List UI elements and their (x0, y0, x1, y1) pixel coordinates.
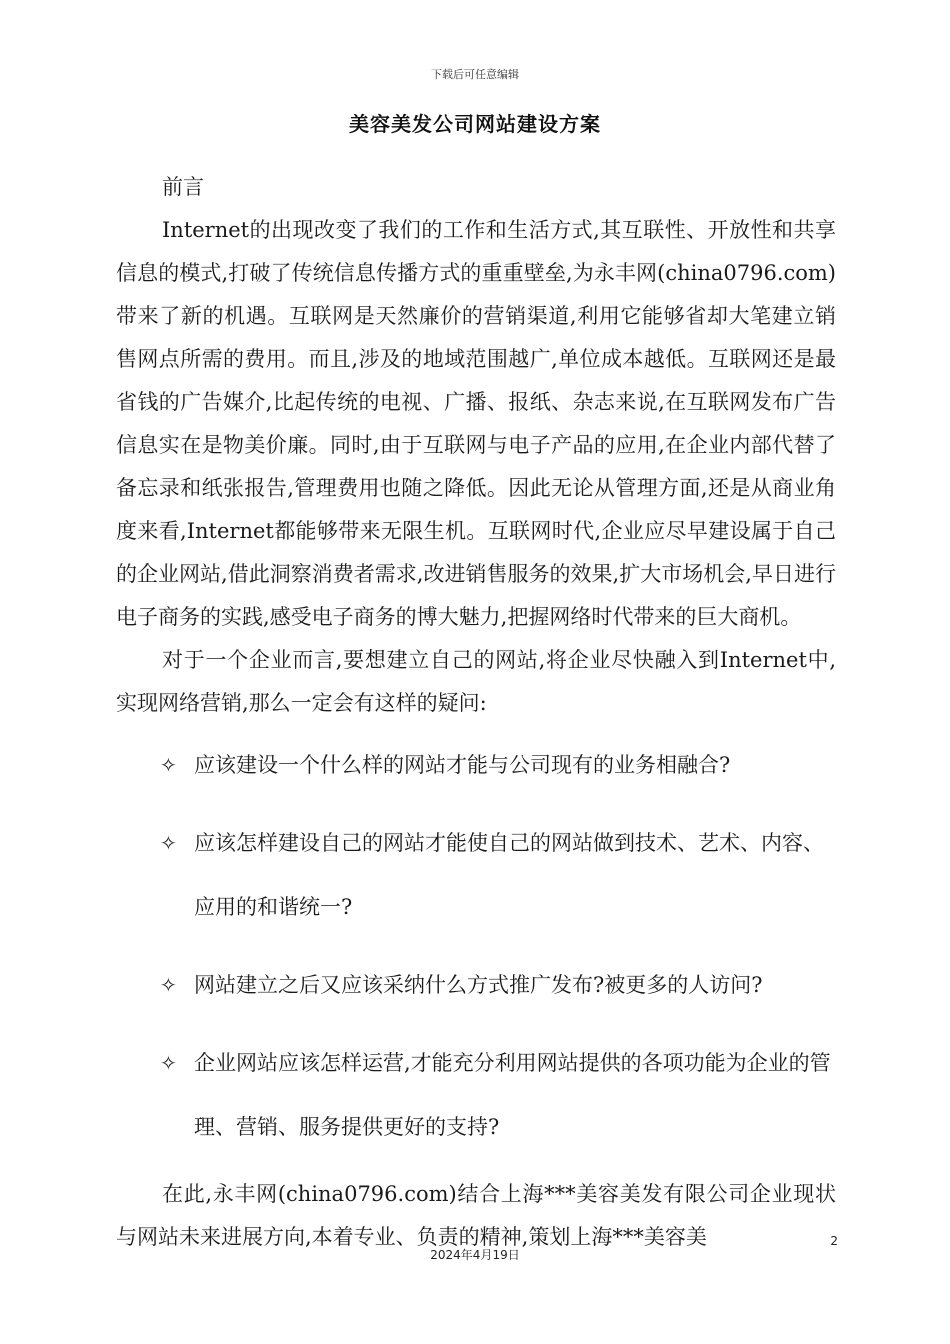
list-item (116, 1031, 836, 1159)
list-item (116, 811, 836, 939)
footer-date: 2024年4月19日 (430, 1248, 520, 1262)
closing-paragraph: 在此,永丰网(china0796.com)结合上海***美容美发有限公司企业现状与网站未来进展方向,本着专业、负责的精神,策划上海***美容美 (116, 1182, 836, 1249)
question-lead-paragraph: 对于一个企业而言,要想建立自己的网站,将企业尽快融入到Internet中,实现网络营销,那么一定会有这样的疑问: (116, 648, 837, 715)
preface-heading: 前言 (162, 175, 204, 199)
question-text: 企业网站应该怎样运营,才能充分利用网站提供的各项功能为企业的管理、营销、服务提供更好的支持? (194, 1051, 831, 1139)
document-body (116, 166, 836, 1259)
diamond-star-icon: ✧ (160, 1051, 177, 1075)
document-title: 美容美发公司网站建设方案 (349, 112, 601, 136)
question-text: 网站建立之后又应该采纳什么方式推广发布?被更多的人访问? (194, 973, 763, 997)
list-item (116, 733, 836, 797)
diamond-star-icon: ✧ (160, 973, 177, 997)
diamond-star-icon: ✧ (160, 831, 177, 855)
list-item (116, 953, 836, 1017)
question-list (116, 733, 836, 1159)
question-text: 应该怎样建设自己的网站才能使自己的网站做到技术、艺术、内容、应用的和谐统一? (194, 831, 824, 919)
question-text: 应该建设一个什么样的网站才能与公司现有的业务相融合? (194, 753, 731, 777)
page-number: 2 (830, 1234, 838, 1248)
intro-paragraph: Internet的出现改变了我们的工作和生活方式,其互联性、开放性和共享信息的模式,打破了传统信息传播方式的重重壁垒,为永丰网(china0796.com)带来了新的机遇。互联网是天然廉价的营销渠道,利用它能够省却大笔建立销售网点所需的费用。而且,涉及的地域范围越广,单位成本越低。互联网还是最省钱的广告媒介,比起传统的电视、广播、报纸、杂志来说,在互联网发布广告信息实在是物美价廉。同时,由于互联网与电子产品的应用,在企业内部代替了备忘录和纸张报告,管理费用也随之降低。因此无论从管理方面,还是从商业角度来看,Internet都能够带来无限生机。互联网时代,企业应尽早建设属于自己的企业网站,借此洞察消费者需求,改进销售服务的效果,扩大市场机会,早日进行电子商务的实践,感受电子商务的博大魅力,把握网络时代带来的巨大商机。 (116, 218, 836, 629)
diamond-star-icon: ✧ (160, 753, 177, 777)
header-note: 下载后可任意编辑 (431, 68, 519, 81)
